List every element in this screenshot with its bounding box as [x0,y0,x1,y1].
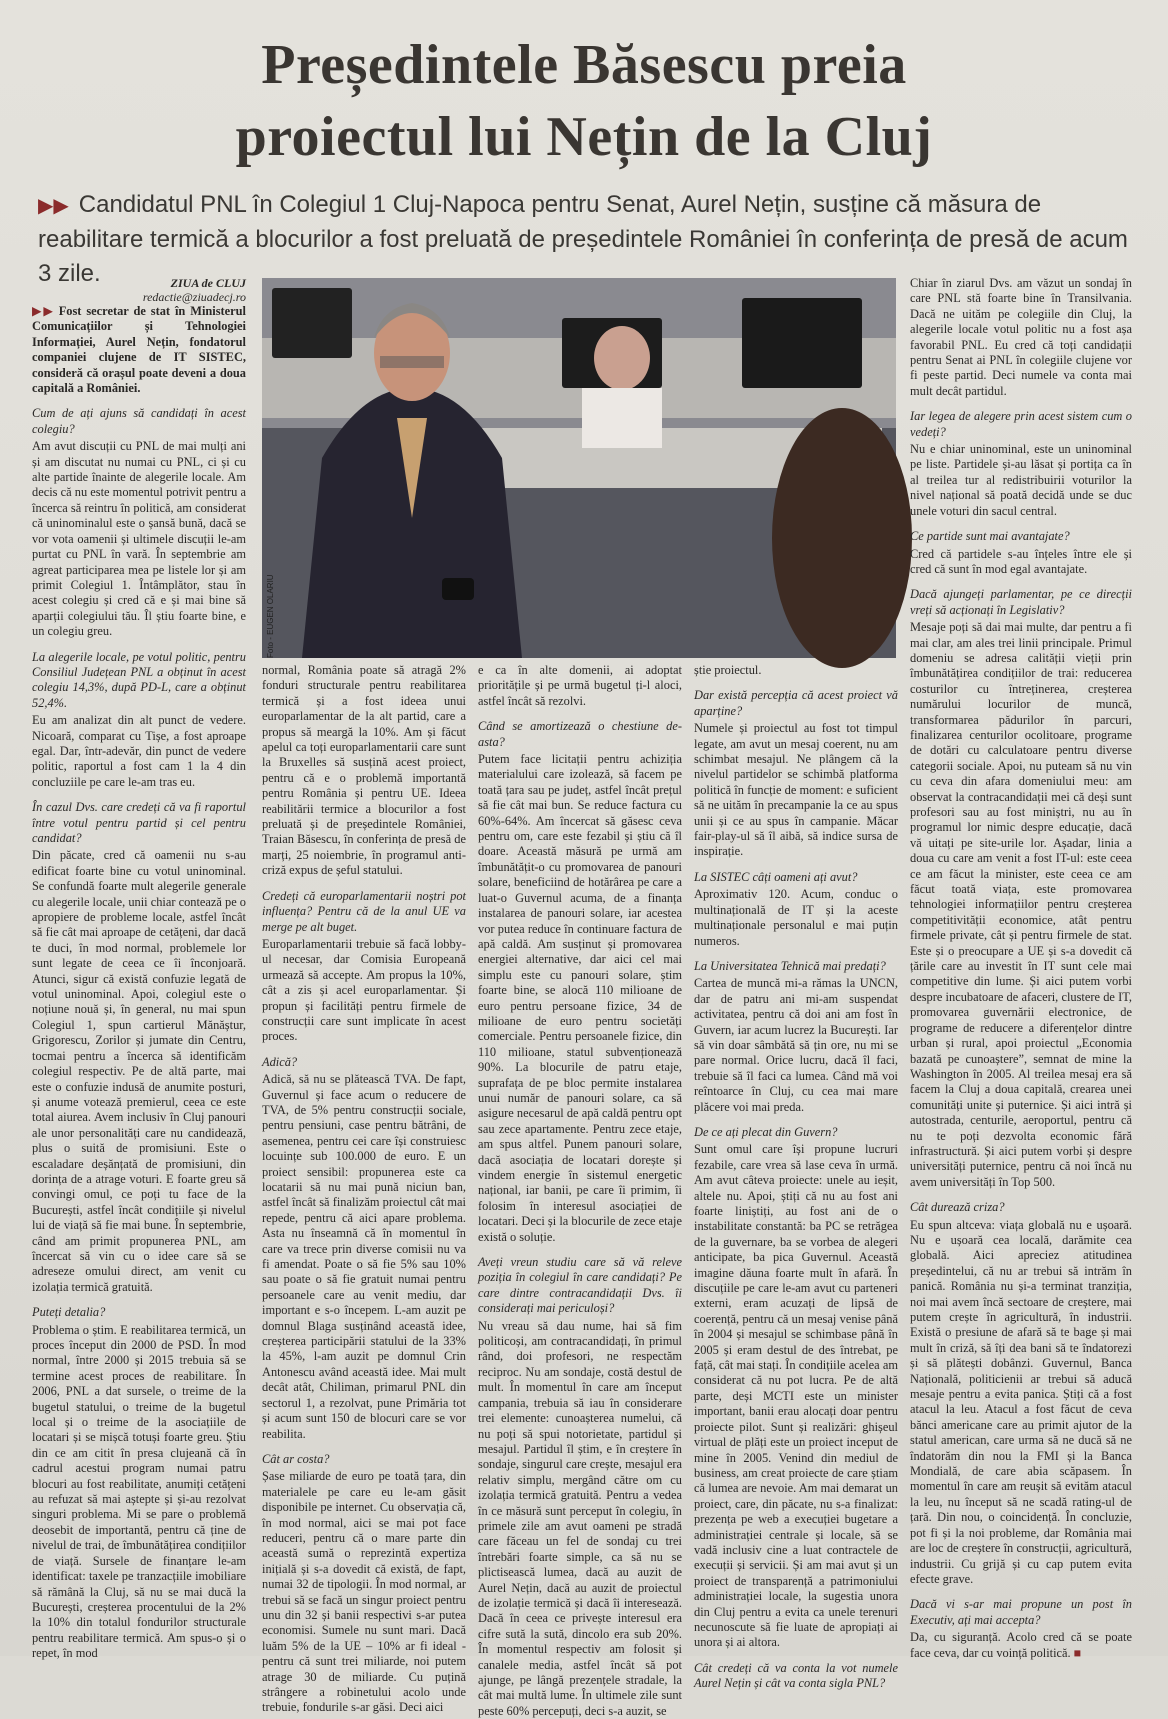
question: Credeți că europarlamentarii noștri pot influența? Pentru că de la anul UE va merge pe alt buget. [262,888,466,934]
intro-text: Fost secretar de stat în Ministerul Comunicațiilor și Tehnologiei Informației, Aurel Nețin, fondatorul companiei clujene de IT SISTEC, consideră că orașul poate deveni a doua capitală a României. [32,304,246,396]
column-4 [694,663,898,1691]
question: Dar există percepția că acest proiect vă aparține? [694,688,898,718]
column-1 [32,276,246,1661]
photo-credit-text: Foto - EUGEN OLARIU [266,574,275,658]
answer: Problema o știm. E reabilitarea termică, un proces început din 2000 de PSD. În mod normal, între 2000 și 2015 trebuia să se termine acest proces de reabilitare. În 2006, PNL a dat sursele, o treime de la bugetul statului, o treime de la bugetul local și o treime de la asociațiile de locatari și se mișcă totuși foarte greu. Știu din ce am citit în presa clujeană că în cadrul acestui program numai patru blocuri au fost reabilitate, anumiți cetățeni au refuzat să mai aștepte și și-au rezolvat singuri problema. Mi se pare o problemă deosebit de importantă, pentru că ține de nivelul de trai, de îmbunătățirea condițiilor de viață. Sursele de finanțare le-am identificat: taxele pe tranzacțiile imobiliare să rămână la Cluj, să nu se mai ducă la București, creșterea procentului de la 2% la 10% din totalul fondurilor structurale pentru reabilitare termică. Am spus-o și o repet, în mod [32,1322,246,1661]
question: La Universitatea Tehnică mai predați? [694,958,886,973]
byline-source: ZIUA de CLUJ [170,276,246,290]
question: În cazul Dvs. care credeți că va fi raportul între votul pentru partid și cel pentru candidat? [32,800,246,845]
column-3 [478,663,682,1718]
question: Cât durează criza? [910,1200,1005,1215]
question: Iar legea de alegere prin acest sistem cum o vedeți? [910,409,1132,439]
question: La alegerile locale, pe votul politic, pentru Consiliul Județean PNL a obținut în acest colegiu 14,3%, după PD-L, care a obținut 52,4%. [32,649,246,710]
answer: Nu e chiar uninominal, este un uninominal pe liste. Partidele și-au lăsat și portița ca în al treilea tur al redistribuirii voturilor la nivel național să poată decidă unde se duc unele voturi din sacul central. [910,442,1132,518]
answer: e ca în alte domenii, ai adoptat prioritățile și pe urmă bugetul ți-l aloci, astfel încât să rezolvi. [478,663,682,708]
question: De ce ați plecat din Guvern? [694,1124,838,1139]
answer: Nu vreau să dau nume, hai să fim politicoși, am contracandidați, în primul rând, doi profesori, ne respectăm reciproc. Nu am sondaje, costă destul de mult. În momentul în care am început campania, trebuia să iau în considerare trei elemente: cunoașterea numelui, că nu poți să spui notorietate, partidul și mesajul. Partidul îl știm, e în creștere în sondaje, singurul care crește, mesajul era relativ simplu, mergând către om cu izolația termică gratuită. Pentru a vedea în ce măsură sunt perceput în colegiu, în primele zile am avut oameni pe stradă care făceau un fel de sondaj cu trei întrebări foarte simple, ca să nu se plictisească lumea, dacă au auzit de Aurel Nețin, dacă au auzit de proiectul de izolație termică și dacă îi interesează. Dacă în ceea ce privește interesul era cifre sută la sută, dincolo era sub 20%. În momentul respectiv am folosit și canalele media, astfel încât să pot ajunge, pe lângă prezențele stradale, la cât mai multă lume. În ultimele zile sunt peste 60% percepuți, deci s-a auzit, se [478,1318,682,1718]
answer: Din păcate, cred că oamenii nu s-au edificat foarte bine cu votul uninominal. Se confundă foarte mult alegerile generale cu alegerile locale, unii chiar contează pe o apropiere de probleme locale, astfel încât să fie cât mai aproape de cetățeni, dar dacă te duci, în mod normal, problemele lor sunt legate de ceea ce îi înconjoară. Atunci, sigur că există confuzie legată de votul uninominal. Apoi, colegiul este o noțiune nouă și, în general, nu mai spun Colegiul 1, spun cartierul Mănăștur, Grigorescu, Zorilor și jumate din Centru, tocmai pentru a încerca să identificăm colegiul respectiv. Pe de altă parte, mai este o confuzie indusă de anumite posturi, și anume votează premierul, ceea ce este total aiurea. Avem inclusiv în Cluj panouri ale unor personalități care nu candidează, plus o suită de promisiuni. Este o escaladare deșănțată de promisiuni, din dorința de a atrage voturi. E foarte greu să convingi omul, ce poți tu face de la București, astfel încât condițiile și nivelul lui de viață să fie mai bune. În septembrie, când am primit propunerea PNL, am încercat să vin cu o idee care să se adreseze omului direct, am venit cu izolația termică gratuită. [32,848,246,1294]
question: Cum de ați ajuns să candidați în acest colegiu? [32,406,246,436]
answer: Cred că partidele s-au înțeles între ele și cred că sunt în mod egal avantajate. [910,546,1132,576]
byline-email: redactie@ziuadecj.ro [142,290,246,304]
headline-line-1: Președintele Băsescu preia [261,34,907,96]
answer: știe proiectul. [694,663,762,677]
answer: Chiar în ziarul Dvs. am văzut un sondaj în care PNL stă foarte bine în Transilvania. Dacă ne uităm pe colegiile din Cluj, la alegerile locale votul politic nu a fost așa favorabil PNL. Eu cred că toți candidații pentru Senat ai PNL în colegiile clujene vor fi peste partid. Deci numele va conta mai mult decât partidul. [910,276,1132,398]
interview-photo [262,278,896,658]
answer: Aproximativ 120. Acum, conduc o multinațională de IT și la aceste multinaționale personalul e mai puțin numeros. [694,887,898,948]
intro-paragraph [32,304,246,396]
answer: Cartea de muncă mi-a rămas la UNCN, dar de patru ani mi-am suspendat activitatea, pentru că doi ani am fost în Guvern, iar acum lucrez la București. Iar să vin doar sâmbătă să țin ore, nu mi se pare normal. Orice lucru, dacă îl faci, trebuie să îl faci ca lumea. Când mă voi reîntoarce în Cluj, cu cea mai mare plăcere voi mai preda. [694,976,898,1114]
answer: Mesaje poți să dai mai multe, dar pentru a fi mai clar, am ales trei linii principale. Primul domeniu se adresa calității vieții prin îmbunătățirea condițiilor de trai: reducerea costurilor cu întreținerea, creșterea numărului locurilor de muncă, transformarea pădurilor în parcuri, finalizarea centurilor ocolitoare, programe de dotări cu calculatoare pentru diverse categorii sociale. Apoi, nu puteam să nu vin cu ceva din afara domeniului meu: am observat la contracandidații mei că deși sunt profesori sau au fost miniștri, nu au în programul lor nimic despre educație, dacă vă uitați pe site-urile lor. Așadar, linia a doua cu care am venit a fost IT-ul: este ceea ce am făcut la minister, este ceea ce am făcut toată viața, este promovarea tehnologiei informațiilor pentru creșterea competitivității economice, atât pentru firmele private, cât și pentru firmele de stat. Este și o preocupare a UE și s-a dovedit că țările care au investit în IT sunt cele mai competitive din lume. Și aici putem vorbi despre incubatoare de afaceri, clustere de IT, promovarea guvernării electronice, de programe de reducere a diferențelor dintre urban și rural, apoi proiectul „Economia bazată pe cunoaștere”, semnat de mine la Washington în 2005. Al treilea mesaj era să facem la Cluj a doua capitală, crearea unei comunități unite și puternice. Și aici intră și autostrada, centurile, aeroportul, pentru că nu te poți dezvolta economic fără infrastructură. Și aici putem vorbi și despre universități puternice, pentru că noi încă nu avem universități în Top 500. [910,620,1132,1189]
question: Cât ar costa? [262,1451,330,1466]
photo-credit [264,560,278,660]
question: Dacă ajungeți parlamentar, pe ce direcții vreți să acționați în Legislativ? [910,587,1132,617]
answer: Eu am analizat din alt punct de vedere. Nicoară, comparat cu Tișe, a fost aproape egal. Dar, într-adevăr, din punct de vedere politic, raportul a fost cam 1 la 4 din concluziile pe care le-am tras eu. [32,713,246,789]
byline [32,276,246,304]
question: La SISTEC câți oameni ați avut? [694,869,858,884]
question: Ce partide sunt mai avantajate? [910,529,1070,544]
lead-text: Candidatul PNL în Colegiul 1 Cluj-Napoca pentru Senat, Aurel Nețin, susține că măsura de reabilitare termică a blocurilor a fost preluată de președintele României în conferința de presă de acum 3 zile. [38,191,1128,287]
question: Cât credeți că va conta la vot numele Aurel Nețin și cât va conta sigla PNL? [694,1660,898,1691]
question: Când se amortizează o chestiune de-asta? [478,719,682,749]
answer: Europarlamentarii trebuie să facă lobby-ul necesar, dar Comisia Europeană urmează să accepte. Am propus la 10%, cât a zis și acel europarlamentar. Și propun și facilități pentru firmele de construcții care sunt implicate în acest proces. [262,936,466,1044]
answer: Am avut discuții cu PNL de mai mulți ani și am discutat nu numai cu PNL, ci și cu alte partide înainte de alegerile locale. Am decis că nu este momentul potrivit pentru a încerca să reintru în politică, am considerat că uninominalul este o șansă bună, dacă se vor vota oamenii și ultimele discuții le-am purtat cu PNL în vară. În septembrie am agreat participarea mea pe listele lor și am primit Colegiul 1. Întâmplător, stau în acest colegiu și cred că e și mai bine să aparții colegiului tău. Îl știu foarte bine, e un colegiu greu. [32,439,246,639]
final-answer-text: Da, cu siguranță. Acolo cred că se poate face ceva, dar cu voință politică. [910,1630,1132,1660]
double-arrow-icon: ▶▶ [38,195,69,217]
answer [910,1630,1132,1661]
end-mark-icon: ■ [1073,1645,1082,1660]
double-arrow-icon: ▶▶ [32,304,55,318]
headline-line-2: proiectul lui Nețin de la Cluj [235,106,933,168]
column-2 [262,663,466,1715]
answer: normal, România poate să atragă 2% fonduri structurale pentru reabilitarea termică și a fost ideea unui europarlamentar de la alt partid, care a propus să meargă la 10%. Am și făcut apelul ca toți europarlamentarii care sunt la Bruxelles să susțină acest proiect, pentru că e o problemă importantă pentru România și pentru UE. Ideea reabilitării termice a blocurilor a fost preluată și de președintele României, Traian Băsescu, în conferința de presă de marți, 25 noiembrie, în programul anti-criză expus de șeful statului. [262,663,466,878]
answer: Sunt omul care își propune lucruri fezabile, care vrea să lase ceva în urmă. Am avut câteva proiecte: unele au ieșit, altele nu. Apoi, știți că nu au fost ani foarte liniștiți, au fost ani de o instabilitate constantă: ba PC se retrăgea de la guvernare, ba se vorbea de alegeri anticipate, ba pica Guvernul. Această imagine dăuna foarte mult în afară. În discuțiile pe care le-am avut cu parteneri externi, eram acuzați de lipsă de coerență, pentru că un mesaj venise până în 2004 și mesajul se schimbase până în 2005 și eram destul de des întrebat, pe față, cât mai stați. În condițiile acelea am considerat că nu pot lucra. Pe de altă parte, deși MCTI este un minister important, banii erau alocați doar pentru proiecte pilot. Sunt și realizări: ghișeul virtual de plăți este un proiect inceput de mine în 2005. Venind din mediul de business, am creat proiecte de care știam că lumea are nevoie. Am mai demarat un proiect, care, din păcate, nu s-a finalizat: prezența pe web a execuției bugetare a administrației centrale și locale, să se vadă inclusiv cine a luat contractele de execuții și servicii. Și am mai avut și un proiect de transparență a patrimoniului administrației locale, la sugestia unora din Cluj pentru a evita ca unele terenuri necunoscute să fie luate de apropiați ai unora și ai altora. [694,1142,898,1650]
photo-illustration [262,278,896,658]
column-5 [910,276,1132,1660]
answer: Șase miliarde de euro pe toată țara, din materialele pe care eu le-am găsit disponibile pe internet. Cu observația că, în mod normal, aici se mai pot face reduceri, pentru că o mare parte din această sumă o reprezintă expertiza inițială și s-a dovedit că există, de fapt, numai 32 de tipologii. În mod normal, ar trebui să se facă un singur proiect pentru unu din 32 și banii respectivi s-ar putea economisi. Sumele nu sunt mari. Dacă luăm 5% de la UE – 10% ar fi ideal - pentru că sunt trei miliarde, noi putem atrage 30 de miliarde. Cu puțină strângere a robinetului acolo unde trebuie, fondurile s-ar găsi. Deci aici [262,1469,466,1715]
answer: Putem face licitații pentru achiziția materialului care izolează, să facem pe toată țara sau pe județ, astfel încât prețul să fie cât mai bun. Se reduce factura cu 60%-64%. Am încercat să găsesc ceva pentru om, care este fezabil și știu că îl doare. Această măsură pe urmă am îmbunătățit-o cu promovarea de panouri solare, beneficiind de hotărârea pe care a luat-o Guvernul acuma, de a finanța instalarea de panouri solare, iar acestea vor putea reduce în continuare factura de apă caldă. Am susținut și promovarea energiei alternative, dar aici cel mai simplu este cu panouri solare, știm foarte bine, se alocă 110 milioane de euro pentru persoane fizice, 34 de milioane de euro pentru societăți comerciale. Pentru persoanele fizice, din 110 milioane, statul subvenționează 90%. La blocurile de patru etaje, suprafața de pe bloc permite instalarea unui număr de panouri solare, ca să asigure necesarul de apă caldă pentru opt sau zece apartamente. Pentru zece etaje, am spus altfel. Punem panouri solare, dacă asociația de locatari dorește și vindem energie în sistemul energetic național, iar banii, pe care îi primim, îi folosim în interesul asociației de locatari. Deci și la blocurile de zece etaje există o soluție. [478,752,682,1244]
question: Dacă vi s-ar mai propune un post în Executiv, ați mai accepta? [910,1597,1132,1627]
answer: Eu spun altceva: viața globală nu e ușoară. Nu e ușoară cea locală, darămite cea globală. Aici apreciez atitudinea președintelui, că nu ar trebui să intrăm în panică. România nu și-a terminat tranziția, noi mai avem încă sectoare de creștere, mai putem crește în agricultură, în industrii. Există o presiune de afară să te bage și mai mult în criză, să îți dea bani să te îndatorezi și să plătești dobânzi. Guvernul, Banca Națională, politicienii ar trebui să aducă mesaje pentru a evita panica. Știți că a fost atacul la leu. Atacul a fost făcut de ceva bănci americane care au primit ajutor de la statul american, care urma să ne ducă să ne îndatorăm din nou la FMI și la Banca Mondială, de care abia scăpasem. În momentul în care am reușit să evităm atacul la leu, nu început să ne scadă rating-ul de țară. Din nou, o coincidență. În concluzie, pot fi și la noi probleme, dar România mai are loc de creștere în construcții, agricultură, industrii. Cu grijă și cu cap putem evita efecte grave. [910,1217,1132,1586]
answer: Numele și proiectul au fost tot timpul legate, am avut un mesaj coerent, nu am schimbat mesajul. Ne plângem că la nivelul partidelor se schimbă platforma politică în funcție de moment: e suficient să ne uităm în precampanie la ce au spus unii și ce au spus în campanie. Măcar fair-play-ul să îl aibă, să indice sursa de inspirație. [694,721,898,859]
question: Aveți vreun studiu care să vă releve poziția în colegiul în care candidați? Pe care dintre contracandidații Dvs. îi considerați mai periculoși? [478,1255,682,1316]
question: Puteți detalia? [32,1305,106,1320]
question: Adică? [262,1054,298,1069]
answer: Adică, să nu se plătească TVA. De fapt, Guvernul și face acum o reducere de TVA, de 5% pentru construcții sociale, pentru pensiuni, case pentru bătrâni, de asemenea, pentru cei care își construiesc locuințe sub 100.000 de euro. E un proiect sensibil: propunerea este ca locatarii să nu mai pună niciun ban, astfel încât să finalizăm proiectul cât mai repede, pentru că aici apare problema. Asta nu înseamnă că în momentul în care va trece prin diverse comisii nu va fi amendat. Poate o să fie 5% sau 10% sau poate o să fie gratuit numai pentru persoanele care au venit mediu, dar important e s-o începem. L-am auzit pe domnul Blaga susținând această idee, creșterea participării statului de la 33% la 45%, l-am auzit pe domnul Crin Antonescu având această idee. Mai mult decât atât, Chiliman, primarul PNL din sectorul 1, a rezolvat, pune Primăria tot și acum sunt 150 de blocuri care se vor reabilita. [262,1072,466,1441]
